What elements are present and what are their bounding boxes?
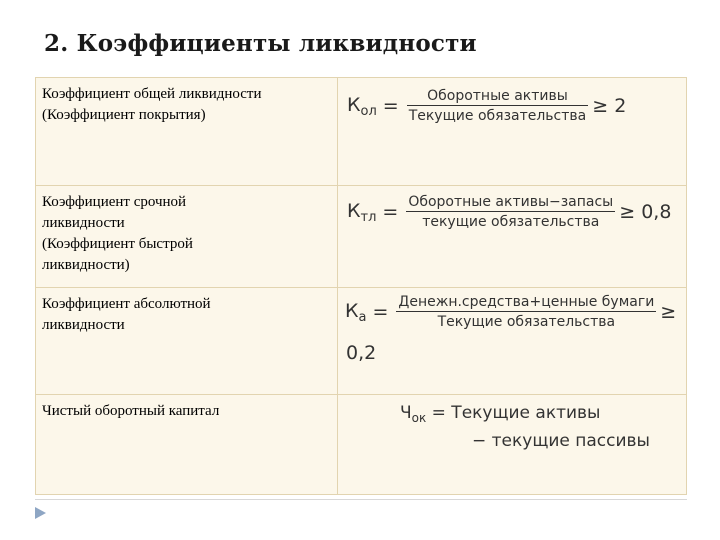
- formula-lhs: $К_{ол}$: [347, 93, 377, 119]
- table-row: [36, 78, 687, 186]
- ratio-name-line: Коэффициент абсолютной: [42, 296, 211, 312]
- formula-lhs: Ч: [400, 403, 412, 423]
- formula-cell: [338, 78, 687, 186]
- formula-cell: [338, 395, 687, 495]
- numerator: Денежн.средства+ценные бумаги: [398, 294, 655, 310]
- ratio-name-line: ликвидности): [42, 257, 130, 273]
- quick-ratio-formula: [347, 194, 671, 230]
- fraction: [407, 88, 589, 124]
- equals-sign: =: [372, 301, 389, 323]
- formula-lhs: $К_{тл}$: [347, 199, 377, 225]
- table-row: [36, 186, 687, 288]
- formula-lhs: $К_а$: [345, 299, 367, 325]
- ratio-name-line: (Коэффициент покрытия): [42, 107, 206, 123]
- formula-subscript: ок: [411, 411, 427, 425]
- denominator: текущие обязательства: [422, 214, 600, 230]
- numerator: Оборотные активы−запасы: [408, 194, 614, 210]
- ratio-name-line: ликвидности: [42, 317, 125, 333]
- ratio-name-line: (Коэффициент быстрой: [42, 236, 193, 252]
- table-row: [36, 288, 687, 395]
- table-row: [36, 395, 687, 495]
- formula-relation: ≥: [660, 301, 677, 323]
- formula-relation: ≥ 0,8: [619, 201, 672, 223]
- formula-line: [400, 402, 650, 430]
- ratio-name-cell: [36, 288, 338, 395]
- ratio-name-cell: [36, 78, 338, 186]
- current-ratio-formula: [347, 88, 626, 124]
- ratio-name-cell: [36, 395, 338, 495]
- absolute-ratio-formula: [345, 294, 676, 330]
- numerator: Оборотные активы: [427, 88, 568, 104]
- equals-sign: =: [382, 95, 399, 117]
- ratio-name-line: Коэффициент общей ликвидности: [42, 86, 262, 102]
- ratio-name-line: ликвидности: [42, 215, 125, 231]
- ratio-name-cell: [36, 186, 338, 288]
- denominator: Текущие обязательства: [408, 108, 587, 124]
- working-capital-formula: [400, 402, 650, 453]
- formula-cell: [338, 288, 687, 395]
- formula-line: − текущие пассивы: [472, 431, 650, 451]
- ratio-name-line: Чистый оборотный капитал: [42, 403, 220, 419]
- formula-cell: [338, 186, 687, 288]
- triangle-arrow-icon: [34, 506, 47, 520]
- footer-divider: [35, 499, 687, 500]
- denominator: Текущие обязательства: [437, 314, 616, 330]
- ratio-name-line: Коэффициент срочной: [42, 194, 187, 210]
- formula-relation: ≥ 2: [592, 95, 627, 117]
- fraction: [406, 194, 615, 230]
- equals-sign: =: [382, 201, 399, 223]
- formula-threshold-value: 0,2: [346, 342, 377, 364]
- fraction: [396, 294, 656, 330]
- page-title: 2. Коэффициенты ликвидности: [44, 30, 477, 57]
- formula-text: = Текущие активы: [431, 403, 601, 423]
- liquidity-ratios-table: [35, 77, 687, 495]
